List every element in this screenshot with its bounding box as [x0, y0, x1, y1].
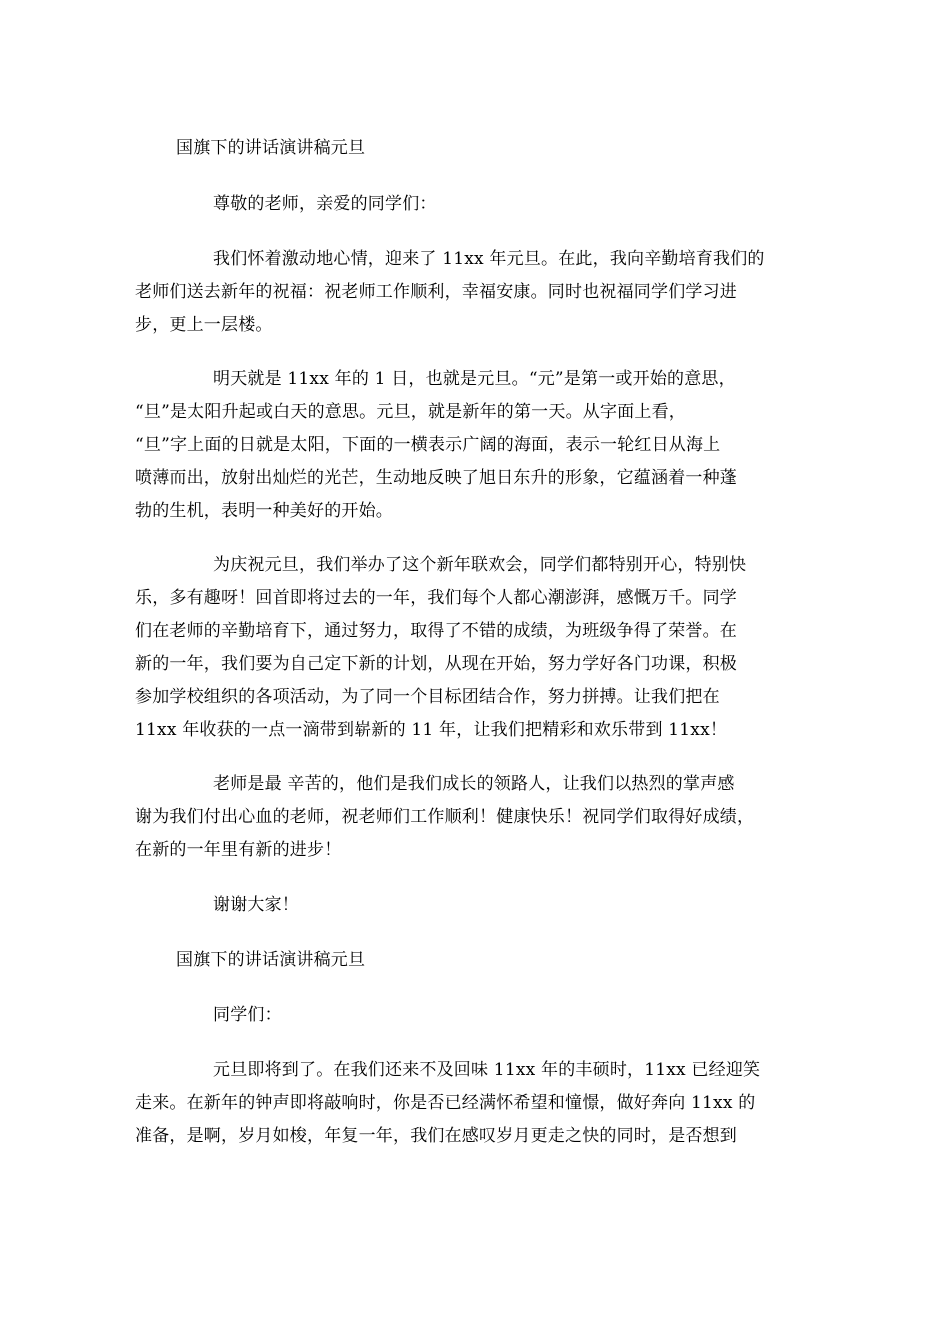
section1-p4-line3: 在新的一年里有新的进步！: [135, 840, 342, 860]
section2-title: 国旗下的讲话演讲稿元旦: [176, 950, 366, 970]
section1-p2-line2: “旦”是太阳升起或白天的意思。元旦，就是新年的第一天。从字面上看，: [135, 402, 686, 422]
section1-p3-line1: 为庆祝元旦，我们举办了这个新年联欢会，同学们都特别开心，特别快: [213, 555, 747, 575]
section2-p1-line1: 元旦即将到了。在我们还来不及回味 11xx 年的丰硕时，11xx 已经迎笑: [213, 1060, 761, 1080]
section1-p3-line2: 乐，多有趣呀！回首即将过去的一年，我们每个人都心潮澎湃，感慨万千。同学: [135, 588, 737, 608]
section1-closing: 谢谢大家！: [213, 895, 299, 915]
section1-p2-line5: 勃的生机，表明一种美好的开始。: [135, 501, 393, 521]
section1-p1-line1: 我们怀着激动地心情，迎来了 11xx 年元旦。在此，我向辛勤培育我们的: [213, 249, 765, 269]
section1-title: 国旗下的讲话演讲稿元旦: [176, 138, 366, 158]
section1-p3-line4: 新的一年，我们要为自己定下新的计划，从现在开始，努力学好各门功课，积极: [135, 654, 737, 674]
section2-p1-line3: 准备，是啊，岁月如梭，年复一年，我们在感叹岁月更走之快的同时，是否想到: [135, 1126, 737, 1146]
section1-salutation: 尊敬的老师，亲爱的同学们：: [213, 194, 437, 214]
section2-salutation: 同学们：: [213, 1005, 282, 1025]
section1-p3-line3: 们在老师的辛勤培育下，通过努力，取得了不错的成绩，为班级争得了荣誉。在: [135, 621, 737, 641]
section1-p2-line4: 喷薄而出，放射出灿烂的光芒，生动地反映了旭日东升的形象，它蕴涵着一种蓬: [135, 468, 737, 488]
section2-p1-line2: 走来。在新年的钟声即将敲响时，你是否已经满怀希望和憧憬，做好奔向 11xx 的: [135, 1093, 756, 1113]
section1-p3-line5: 参加学校组织的各项活动，为了同一个目标团结合作，努力拼搏。让我们把在: [135, 687, 720, 707]
section1-p1-line3: 步，更上一层楼。: [135, 315, 273, 335]
section1-p3-line6: 11xx 年收获的一点一滴带到崭新的 11 年，让我们把精彩和欢乐带到 11xx！: [135, 720, 728, 740]
section1-p2-line3: “旦”字上面的日就是太阳，下面的一横表示广阔的海面，表示一轮红日从海上: [135, 435, 721, 455]
section1-p4-line1: 老师是最 辛苦的，他们是我们成长的领路人，让我们以热烈的掌声感: [213, 774, 735, 794]
section1-p2-line1: 明天就是 11xx 年的 1 日，也就是元旦。“元”是第一或开始的意思，: [213, 369, 736, 389]
section1-p4-line2: 谢为我们付出心血的老师，祝老师们工作顺利！健康快乐！祝同学们取得好成绩，: [135, 807, 755, 827]
section1-p1-line2: 老师们送去新年的祝福：祝老师工作顺利，幸福安康。同时也祝福同学们学习进: [135, 282, 737, 302]
